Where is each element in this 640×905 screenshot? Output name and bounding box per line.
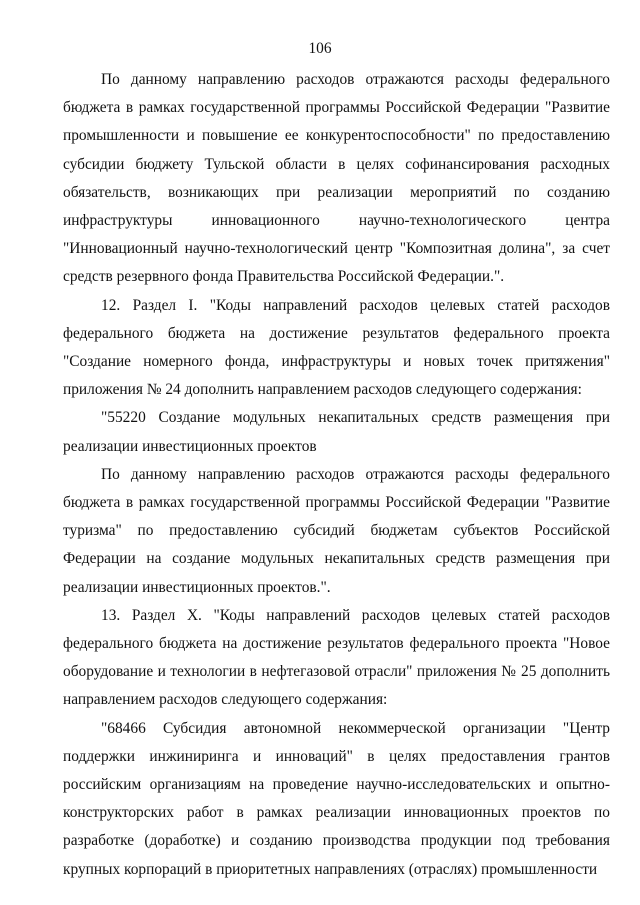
paragraph-code-68466: "68466 Субсидия автономной некоммерческой организации "Центр поддержки инжиниринга и инноваций" в целях предоставления грантов российским организациям на проведение научно-исследовательских и опытно-конструкторских работ в рамках реализации инновационных проектов по разработке (доработке) и созданию производства продукции под требования крупных корпораций в приоритетных направлениях (отраслях) промышленности bbox=[63, 719, 610, 878]
paragraph-federal-budget-tula: По данному направлению расходов отражаются расходы федерального бюджета в рамках государственной программы Российской Федерации "Развитие промышленности и повышение ее конкурентоспособности" по предоставлению субсидии бюджету Тульской области в целях софинансирования расходных обязательств, возникающих при реализации мероприятий по созданию инфраструктуры инновационного научно-технологического центра "Инновационный научно-технологический центр "Композитная долина", за счет средств резервного фонда Правительства Российской Федерации.". bbox=[63, 71, 610, 286]
page-number: 106 bbox=[308, 40, 332, 57]
paragraph-section-13: 13. Раздел X. "Коды направлений расходов целевых статей расходов федерального бюджета на достижение результатов федерального проекта "Новое оборудование и технологии в нефтегазовой отрасли" приложения № 25 дополнить направлением расходов следующего содержания: bbox=[63, 606, 610, 709]
paragraph-code-55220: "55220 Создание модульных некапитальных средств размещения при реализации инвестиционных проектов bbox=[63, 409, 610, 455]
paragraph-section-12: 12. Раздел I. "Коды направлений расходов целевых статей расходов федерального бюджета на достижение результатов федерального проекта "Создание номерного фонда, инфраструктуры и новых точек притяжения" приложения № 24 дополнить направлением расходов следующего содержания: bbox=[63, 296, 610, 399]
document-body bbox=[63, 66, 610, 884]
paragraph-tourism-subsidy: По данному направлению расходов отражаются расходы федерального бюджета в рамках государственной программы Российской Федерации "Развитие туризма" по предоставлению субсидий бюджетам субъектов Российской Федерации на создание модульных некапитальных средств размещения при реализации инвестиционных проектов.". bbox=[63, 465, 610, 596]
